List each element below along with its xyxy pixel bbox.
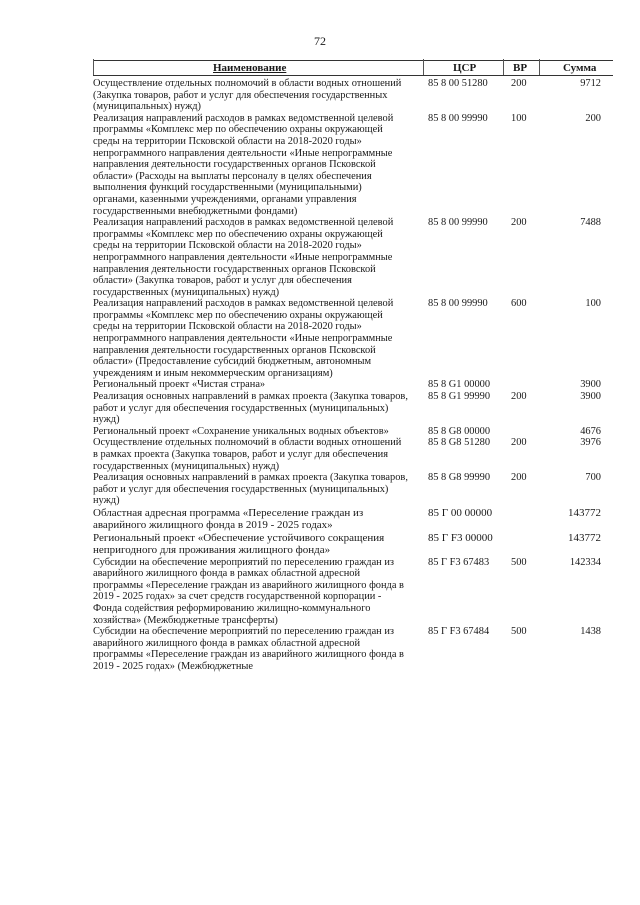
row-csr: 85 8 G1 00000 [428, 379, 491, 391]
row-name: Субсидии на обеспечение мероприятий по переселению граждан из аварийного жилищного фонда в рамках областной адресной программы «Переселение граждан из аварийного жилищного фонда в 2019 - 2025 годах» (Межбюджетные [93, 626, 404, 672]
table-row [93, 78, 613, 113]
page-number: 72 [314, 34, 326, 48]
row-csr: 85 8 G8 99990 [428, 472, 491, 484]
row-csr: 85 8 00 99990 [428, 112, 488, 124]
table-row [93, 626, 613, 672]
row-sum: 1438 [580, 626, 601, 638]
header-csr: ЦСР [453, 62, 477, 74]
row-sum: 3900 [580, 391, 601, 403]
row-vr: 200 [511, 437, 527, 449]
row-vr: 600 [511, 298, 527, 310]
row-csr: 85 8 G1 99990 [428, 391, 491, 403]
row-vr: 200 [511, 217, 527, 229]
header-sum: Сумма [563, 62, 597, 74]
table-header [93, 60, 613, 76]
header-divider [539, 59, 540, 75]
row-sum: 3976 [580, 437, 601, 449]
table-row [93, 532, 613, 557]
row-csr: 85 8 G8 51280 [428, 437, 491, 449]
table-row [93, 298, 613, 379]
row-csr: 85 Г F3 67483 [428, 556, 490, 568]
row-sum: 200 [585, 112, 601, 124]
row-sum: 7488 [580, 217, 601, 229]
row-name: Реализация направлений расходов в рамках ведомственной целевой программы «Комплекс мер по обеспечению охраны окружающей среды на территории Псковской области на 2018-2020 годы» непрограммного направления деятельности «Иные непрограммные направления деятельности государственных органов Псковской области» (Предоставление субсидий бюджетным, автономным учреждениям и иным некоммерческим организациям) [93, 298, 394, 379]
row-name: Реализация направлений расходов в рамках ведомственной целевой программы «Комплекс мер по обеспечению охраны окружающей среды на территории Псковской области на 2018-2020 годы» непрограммного направления деятельности «Иные непрограммные направления деятельности государственных органов Псковской области» (Расходы на выплаты персоналу в целях обеспечения выполнения функций государственными (муниципальными) органами, казенными учреждениями, органами управления государственными внебюджетными фондами) [93, 112, 394, 217]
row-csr: 85 8 00 99990 [428, 217, 488, 229]
row-name: Осуществление отдельных полномочий в области водных отношений в рамках проекта (Закупка товаров, работ и услуг для обеспечения государственных (муниципальных) нужд) [93, 437, 402, 472]
row-csr: 85 8 G8 00000 [428, 425, 491, 437]
row-sum: 4676 [580, 425, 601, 437]
row-vr: 500 [511, 556, 527, 568]
row-csr: 85 8 00 51280 [428, 78, 488, 89]
header-name: Наименование [213, 62, 287, 74]
row-vr: 200 [511, 78, 527, 89]
header-vr: ВР [513, 62, 528, 74]
table-row [93, 426, 613, 438]
row-sum: 3900 [580, 379, 601, 391]
row-vr: 100 [511, 112, 527, 124]
row-name: Региональный проект «Чистая страна» [93, 379, 266, 391]
table-row [93, 391, 613, 426]
table-row [93, 557, 613, 627]
row-sum: 143772 [568, 506, 601, 519]
table-row [93, 379, 613, 391]
row-name: Областная адресная программа «Переселение граждан из аварийного жилищного фонда в 2019 - 2025 годах» [93, 506, 364, 532]
row-csr: 85 Г F3 67484 [428, 626, 490, 638]
header-divider [93, 59, 94, 75]
row-sum: 142334 [569, 556, 601, 568]
row-csr: 85 Г 00 00000 [428, 506, 493, 519]
row-name: Реализация направлений расходов в рамках ведомственной целевой программы «Комплекс мер по обеспечению охраны окружающей среды на территории Псковской области на 2018-2020 годы» непрограммного направления деятельности «Иные непрограммные направления деятельности государственных органов Псковской области» (Закупка товаров, работ и услуг для обеспечения государственных (муниципальных) нужд) [93, 217, 394, 298]
row-csr: 85 8 00 99990 [428, 298, 488, 310]
row-vr: 200 [511, 472, 527, 484]
row-vr: 500 [511, 626, 527, 638]
row-sum: 100 [585, 298, 601, 310]
header-divider [423, 59, 424, 75]
table-row [93, 113, 613, 217]
row-sum: 143772 [568, 531, 601, 544]
row-name: Реализация основных направлений в рамках проекта (Закупка товаров, работ и услуг для обеспечения государственных (муниципальных) нужд) [93, 391, 408, 426]
table-row [93, 217, 613, 298]
row-name: Реализация основных направлений в рамках проекта (Закупка товаров, работ и услуг для обеспечения государственных (муниципальных) нужд) [93, 472, 408, 507]
budget-table [93, 60, 613, 673]
table-row [93, 437, 613, 472]
row-name: Региональный проект «Сохранение уникальных водных объектов» [93, 425, 389, 437]
table-row [93, 507, 613, 532]
row-vr: 200 [511, 391, 527, 403]
table-row [93, 472, 613, 507]
row-name: Региональный проект «Обеспечение устойчивого сокращения непригодного для проживания жилищного фонда» [93, 531, 385, 557]
row-sum: 9712 [580, 78, 601, 89]
row-csr: 85 Г F3 00000 [428, 531, 493, 544]
row-name: Осуществление отдельных полномочий в области водных отношений (Закупка товаров, работ и услуг для обеспечения государственных (муниципальных) нужд) [93, 78, 402, 113]
row-sum: 700 [585, 472, 601, 484]
row-name: Субсидии на обеспечение мероприятий по переселению граждан из аварийного жилищного фонда в рамках областной адресной программы «Переселение граждан из аварийного жилищного фонда в 2019 - 2025 годах» за счет средств государственной корпорации - Фонда содействия реформированию жилищно-коммунального хозяйства» (Межбюджетные трансферты) [93, 556, 404, 626]
header-divider [503, 59, 504, 75]
